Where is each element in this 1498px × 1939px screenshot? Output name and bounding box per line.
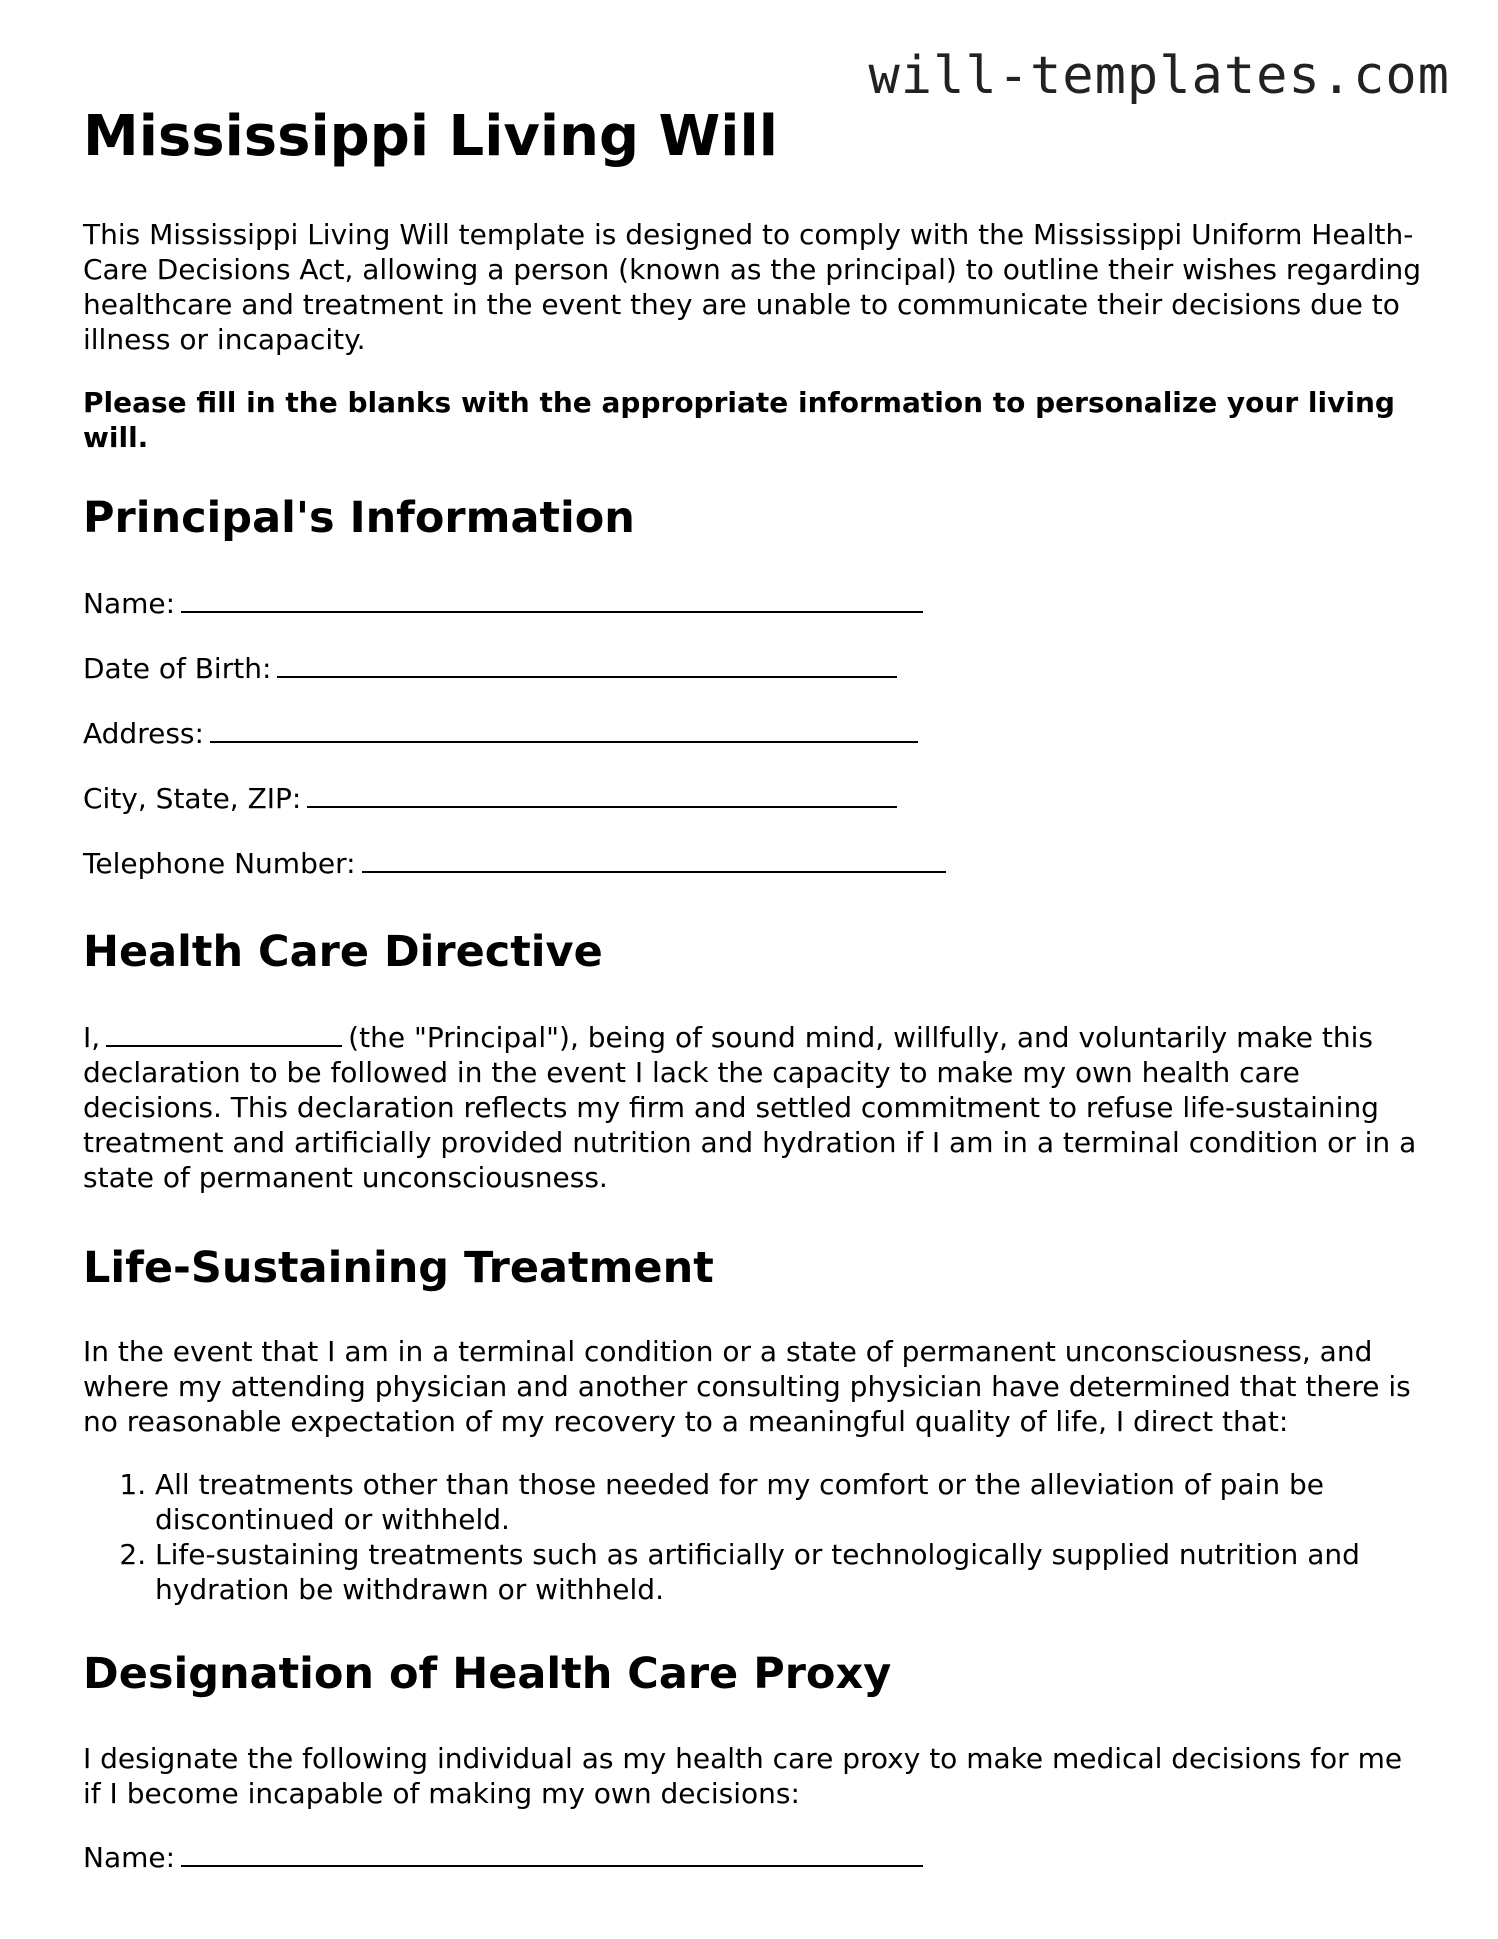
document-page	[83, 105, 1423, 1875]
proxy-heading: Designation of Health Care Proxy	[83, 1649, 892, 1700]
treatment-list	[83, 1467, 1423, 1607]
treatment-list-item: 1. All treatments other than those needed for my comfort or the alleviation of pain be discontinued or withheld.	[155, 1467, 1423, 1537]
directive-prefix: I,	[83, 1020, 101, 1054]
fill-instruction: Please fill in the blanks with the appropriate information to personalize your living will.	[83, 386, 1395, 455]
directive-body: (the "Principal"), being of sound mind, willfully, and voluntarily make this declaration to be followed in the event I lack the capacity to make my own health care decisions. This declaration reflects my firm and settled commitment to refuse life-sustaining treatment and artificially provided nutrition and hydration if I am in a terminal condition or in a state of permanent unconsciousness.	[83, 1020, 1417, 1194]
treatment-heading: Life-Sustaining Treatment	[83, 1242, 714, 1293]
principal-city-state-zip-blank[interactable]	[307, 780, 897, 808]
principal-name-field	[83, 585, 1423, 621]
proxy-paragraph: I designate the following individual as my health care proxy to make medical decisions for me if I become incapable of making my own decisions:	[83, 1741, 1403, 1810]
principal-name-inline-blank[interactable]	[106, 1019, 342, 1047]
principal-telephone-blank[interactable]	[362, 845, 946, 873]
field-label: Name:	[83, 586, 176, 620]
treatment-paragraph: In the event that I am in a terminal condition or a state of permanent unconsciousness, and where my attending physician and another consulting physician have determined that there is no reasonable expectation of my recovery to a meaningful quality of life, I direct that:	[83, 1335, 1411, 1439]
principal-telephone-field	[83, 845, 1423, 881]
proxy-name-field	[83, 1839, 1423, 1875]
directive-paragraph	[83, 1019, 1423, 1195]
principal-name-blank[interactable]	[181, 585, 923, 613]
field-label: Address:	[83, 716, 204, 750]
principal-dob-blank[interactable]	[277, 650, 897, 678]
document-title: Mississippi Living Will	[83, 104, 778, 169]
treatment-list-item: 2. Life-sustaining treatments such as artificially or technologically supplied nutrition and hydration be withdrawn or withheld.	[155, 1537, 1423, 1607]
field-label: Name:	[83, 1840, 176, 1874]
field-label: City, State, ZIP:	[83, 781, 302, 815]
field-label: Date of Birth:	[83, 651, 272, 685]
field-label: Telephone Number:	[83, 846, 356, 880]
principal-address-field	[83, 715, 1423, 751]
principal-fields	[83, 585, 1423, 881]
intro-paragraph: This Mississippi Living Will template is designed to comply with the Mississippi Uniform Health-Care Decisions Act, allowing a person (known as the principal) to outline their wishes regarding healthcare and treatment in the event they are unable to communicate their decisions due to illness or incapacity.	[83, 218, 1422, 357]
site-watermark: will-templates.com	[868, 46, 1450, 106]
principal-heading: Principal's Information	[83, 493, 635, 544]
principal-address-blank[interactable]	[210, 715, 918, 743]
principal-city-state-zip-field	[83, 780, 1423, 816]
principal-dob-field	[83, 650, 1423, 686]
proxy-name-blank[interactable]	[181, 1839, 923, 1867]
directive-heading: Health Care Directive	[83, 926, 603, 977]
